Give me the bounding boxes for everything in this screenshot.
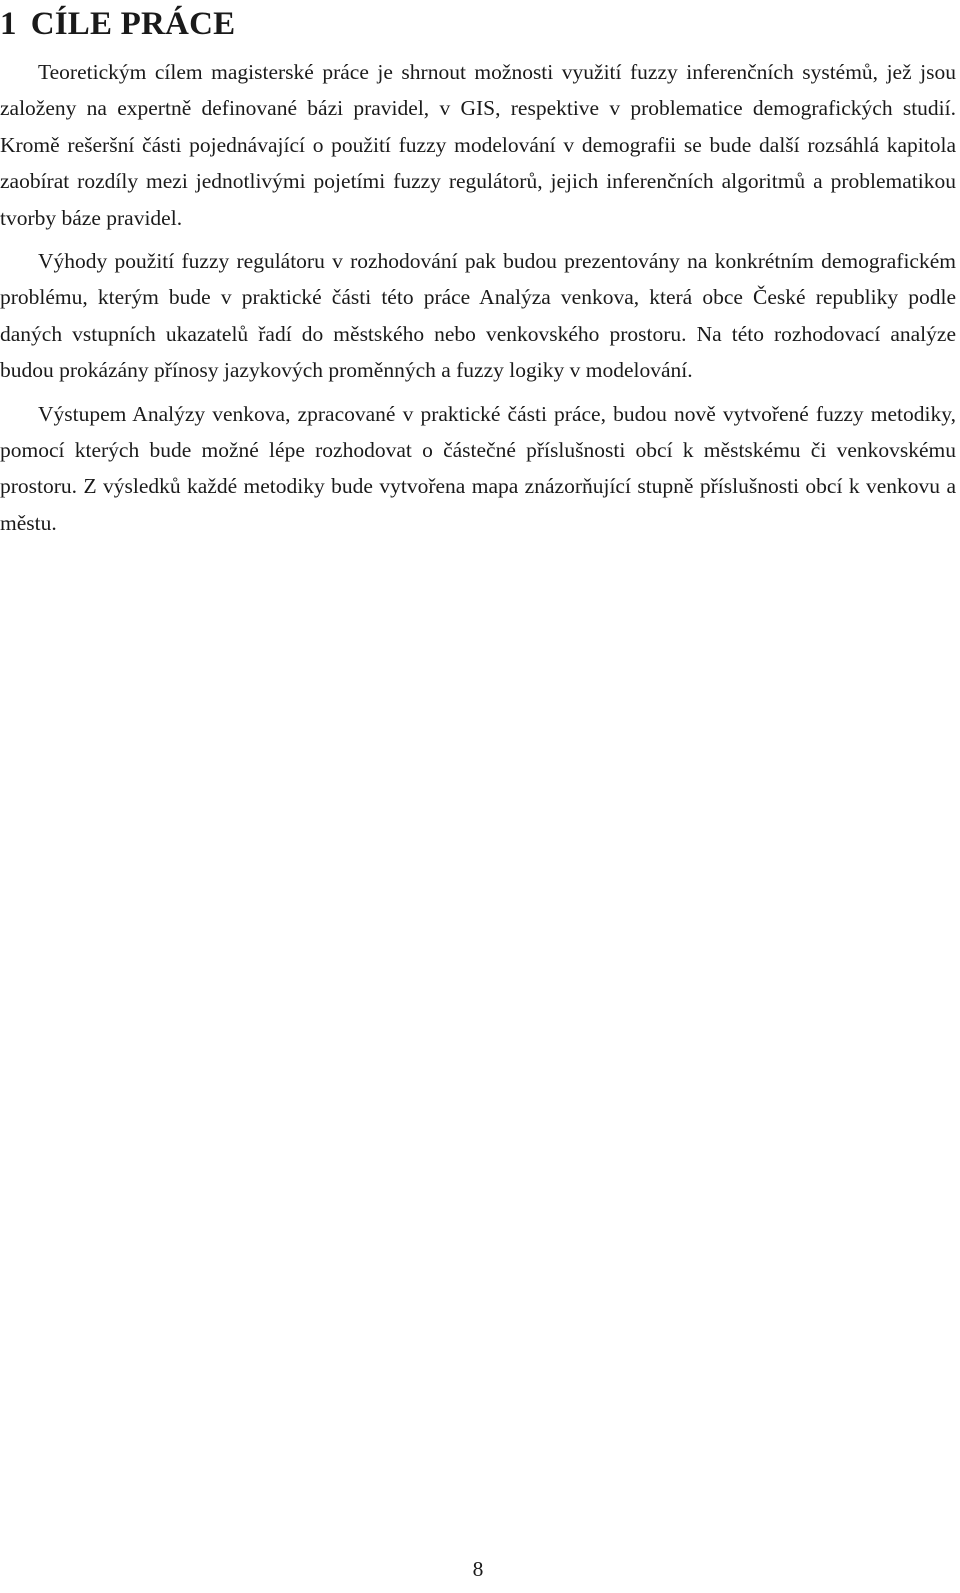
page-number: 8	[472, 1557, 484, 1581]
paragraph-2: Výhody použití fuzzy regulátoru v rozhodování pak budou prezentovány na konkrétním demografickém problému, kterým bude v praktické části této práce Analýza venkova, která obce České republiky podle daných vstupních ukazatelů řadí do městského nebo venkovského prostoru. Na této rozhodovací analýze budou prokázány přínosy jazykových proměnných a fuzzy logiky v modelování.	[0, 249, 956, 383]
paragraph-1: Teoretickým cílem magisterské práce je shrnout možnosti využití fuzzy inferenčních systémů, jež jsou založeny na expertně definované bázi pravidel, v GIS, respektive v problematice demografických studií. Kromě rešeršní části pojednávající o použití fuzzy modelování v demografii se bude další rozsáhlá kapitola zaobírat rozdíly mezi jednotlivými pojetími fuzzy regulátorů, jejich inferenčních algoritmů a problematikou tvorby báze pravidel.	[0, 60, 956, 230]
chapter-title: CÍLE PRÁCE	[30, 6, 236, 42]
chapter-number: 1	[0, 6, 17, 42]
chapter-heading	[0, 2, 235, 46]
chapter-body	[0, 54, 956, 548]
paragraph-3: Výstupem Analýzy venkova, zpracované v praktické části práce, budou nově vytvořené fuzzy metodiky, pomocí kterých bude možné lépe rozhodovat o částečné příslušnosti obcí k městskému či venkovskému prostoru. Z výsledků každé metodiky bude vytvořena mapa znázorňující stupně příslušnosti obcí k venkovu a městu.	[0, 401, 956, 535]
